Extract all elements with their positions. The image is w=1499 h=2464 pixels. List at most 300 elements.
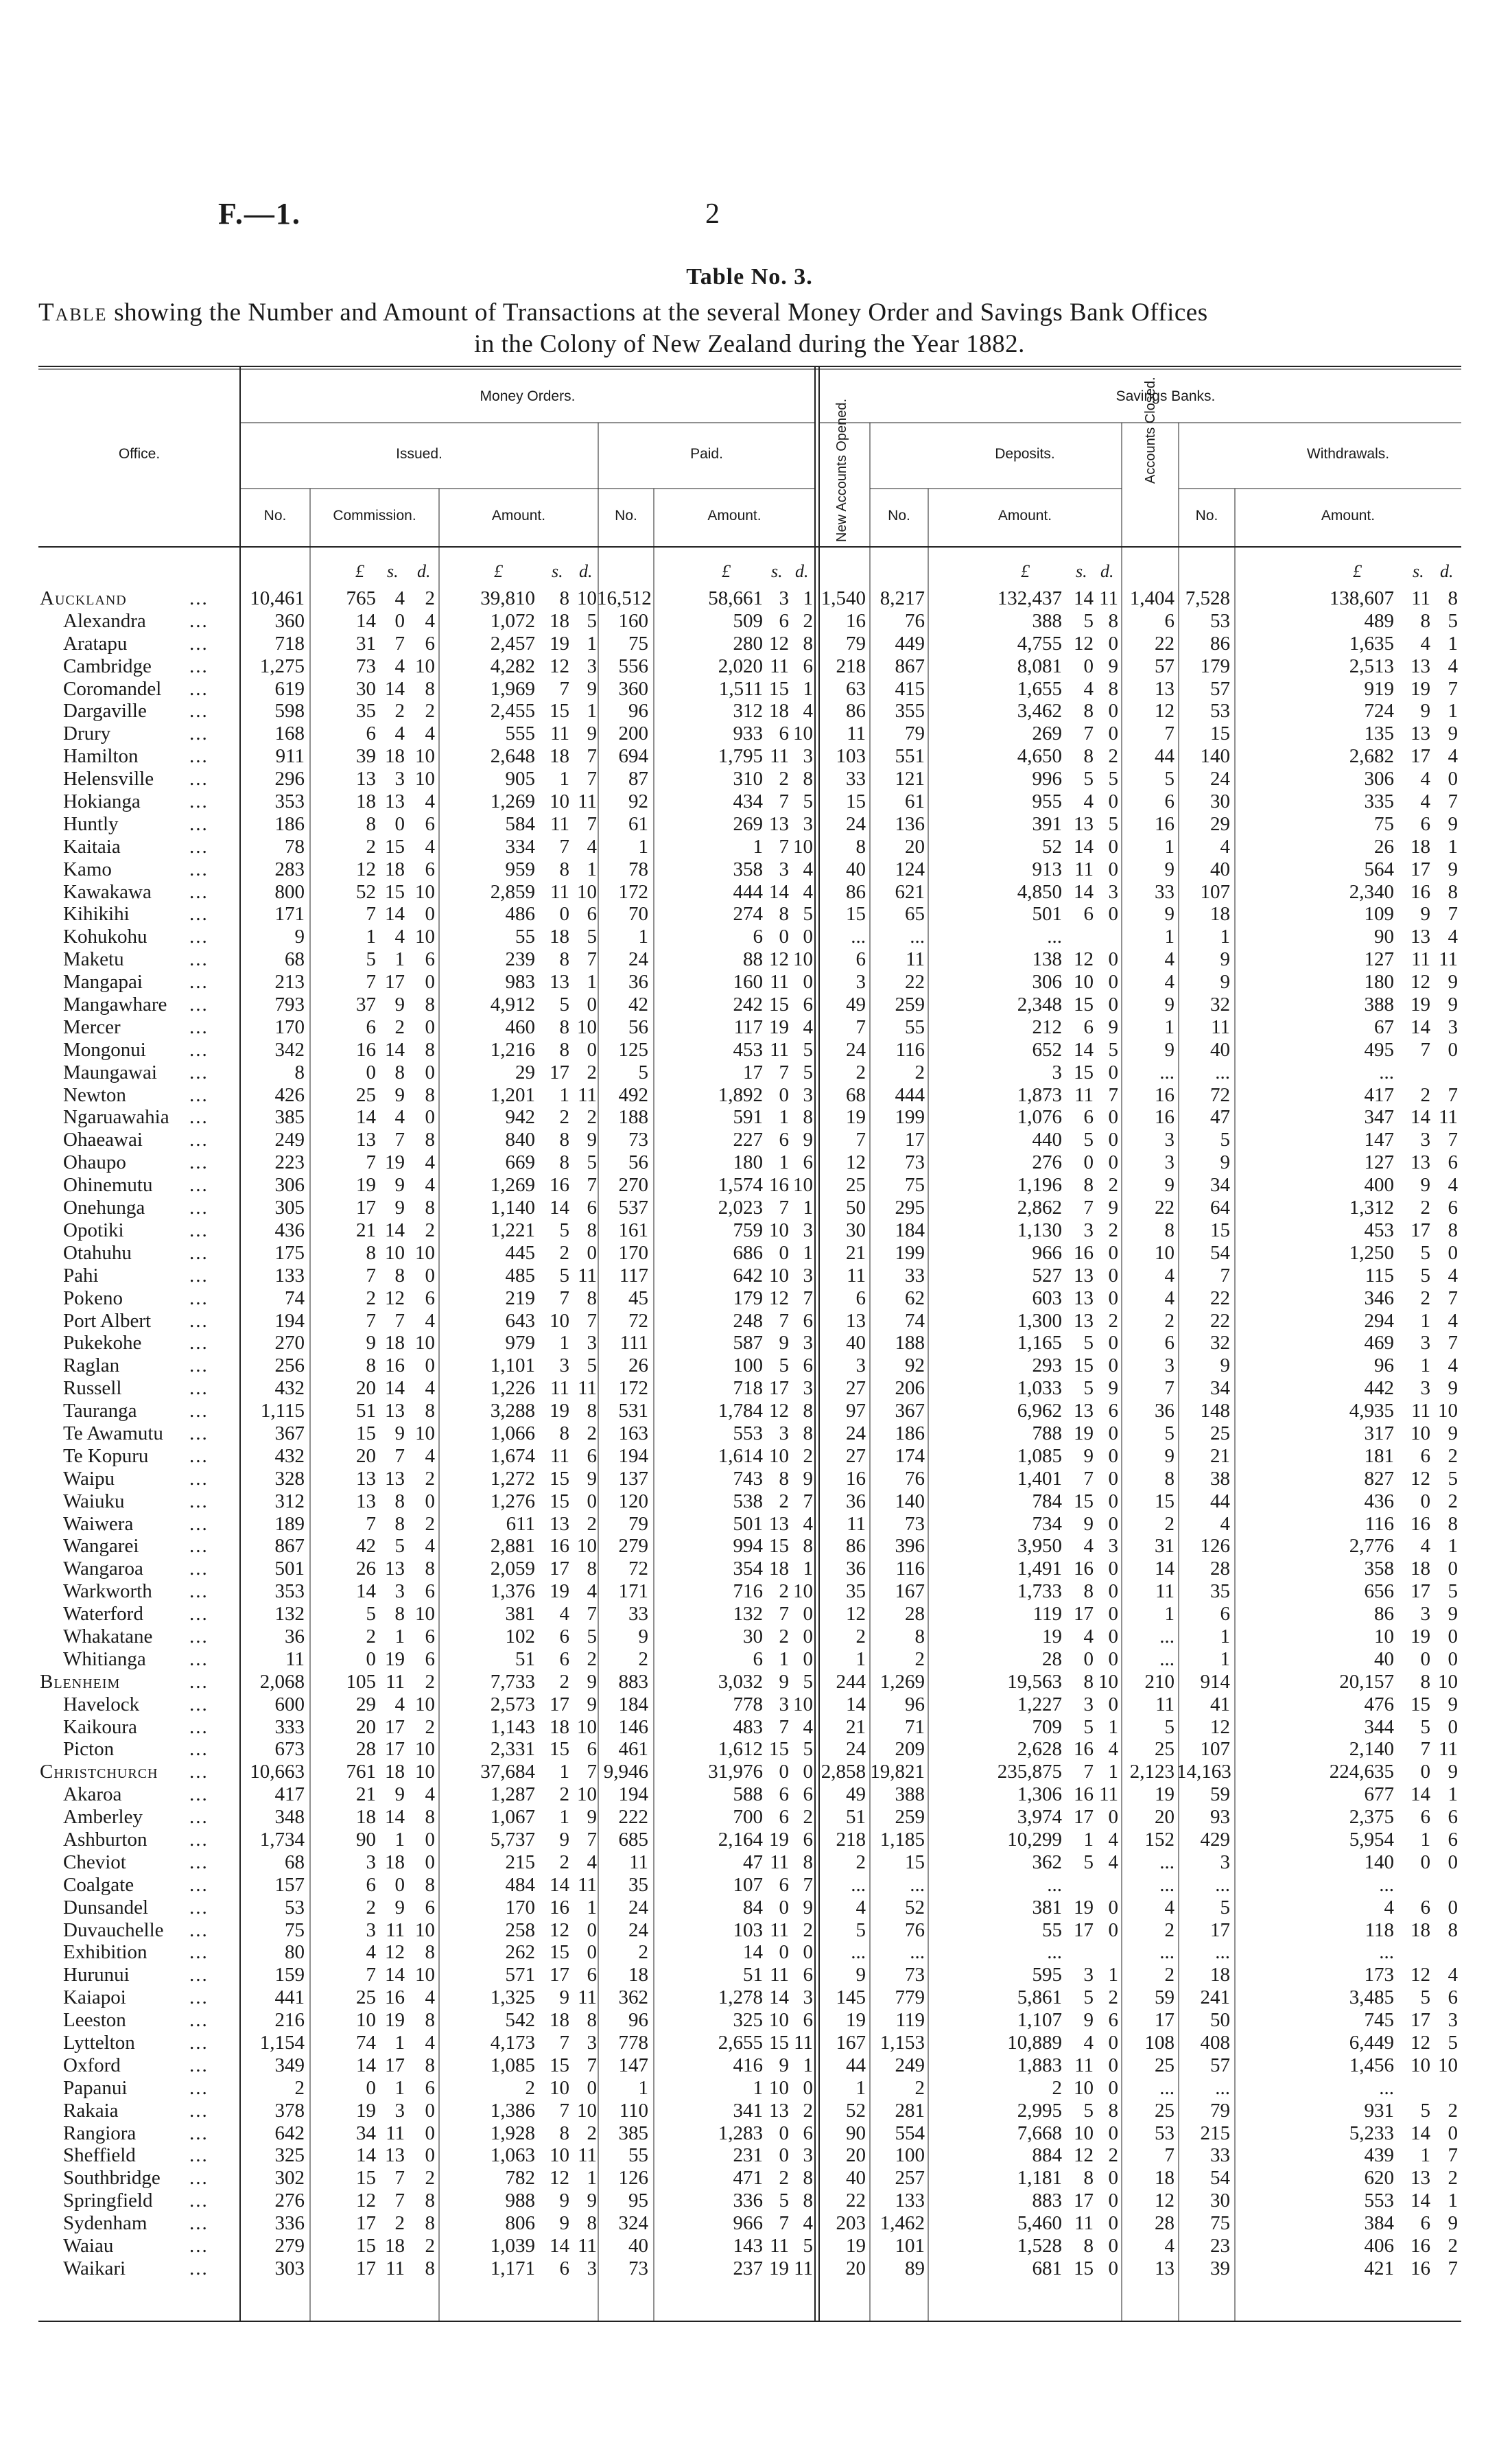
commission-shillings: 14: [385, 1806, 405, 1829]
deposits-no: 396: [895, 1535, 925, 1558]
deposits-no: 621: [895, 880, 925, 903]
withdrawals-amount-shillings: 0: [1420, 1647, 1430, 1670]
issued-amount-shillings: 17: [550, 1558, 569, 1580]
issued-amount-shillings: 9: [559, 2212, 569, 2235]
leader-dots: ...: [189, 1151, 209, 1174]
paid-amount-pence: 10: [793, 1580, 813, 1603]
deposits-amount-pounds: 709: [1032, 1715, 1062, 1738]
accounts-closed: 33: [1155, 880, 1175, 903]
withdrawals-amount-shillings: 6: [1420, 1806, 1430, 1829]
office-name: Otahuhu: [63, 1241, 132, 1264]
withdrawals-no: 107: [1200, 880, 1230, 903]
new-accounts: 21: [846, 1241, 866, 1264]
paid-no: 73: [628, 1129, 648, 1151]
commission-pounds: 4: [366, 1941, 376, 1964]
office-name: Kamo: [63, 858, 112, 880]
issued-amount-pence: 9: [587, 723, 597, 745]
withdrawals-amount-pounds: 109: [1364, 903, 1394, 926]
withdrawals-no: 29: [1210, 812, 1230, 835]
accounts-closed: 2: [1164, 1512, 1175, 1535]
paid-no: 171: [618, 1580, 648, 1603]
office-name: Mangapai: [63, 971, 143, 994]
withdrawals-amount-pence: 7: [1448, 1129, 1458, 1151]
commission-pounds: 7: [366, 1151, 376, 1174]
table-row: [0, 1219, 1499, 1242]
leader-dots: ...: [189, 812, 209, 835]
issued-amount-pence: 8: [587, 1400, 597, 1422]
withdrawals-no: 126: [1200, 1535, 1230, 1558]
withdrawals-amount-shillings: 14: [1411, 1016, 1430, 1038]
paid-amount-pounds: 280: [733, 632, 763, 655]
deposits-amount-pounds: 2,862: [1017, 1197, 1062, 1219]
deposits-no: 554: [895, 2122, 925, 2144]
commission-pounds: 74: [356, 2032, 376, 2054]
issued-amount-shillings: 7: [559, 2032, 569, 2054]
table-row: [0, 1783, 1499, 1806]
paid-amount-pounds: 1: [753, 2076, 763, 2099]
new-accounts: 12: [846, 1151, 866, 1174]
commission-pounds: 73: [356, 655, 376, 677]
deposits-no: 133: [895, 2190, 925, 2212]
paid-amount-pence: 11: [794, 2032, 813, 2054]
deposits-no: ...: [910, 1873, 925, 1896]
accounts-closed: 53: [1155, 2122, 1175, 2144]
withdrawals-no: 148: [1200, 1400, 1230, 1422]
deposits-amount-pounds: 3: [1052, 1061, 1062, 1083]
issued-amount-pence: 1: [587, 971, 597, 994]
deposits-amount-shillings: 5: [1083, 609, 1094, 632]
withdrawals-amount-shillings: 14: [1411, 1106, 1430, 1129]
withdrawals-amount-shillings: 18: [1411, 1558, 1430, 1580]
leader-dots: ...: [189, 1625, 209, 1647]
commission-shillings: 10: [385, 1241, 405, 1264]
issued-amount-pence: 3: [587, 2257, 597, 2279]
commission-pounds: 35: [356, 700, 376, 723]
issued-amount-shillings: 2: [559, 1106, 569, 1129]
withdrawals-no: 15: [1210, 1219, 1230, 1241]
commission-pence: 2: [425, 2167, 435, 2190]
issued-no: 501: [274, 1558, 305, 1580]
issued-amount-shillings: 2: [559, 1783, 569, 1806]
new-accounts: 3: [855, 971, 866, 994]
table-row: [0, 1986, 1499, 2009]
issued-no: 367: [274, 1422, 305, 1444]
new-accounts: 16: [846, 609, 866, 632]
deposits-no: 101: [895, 2235, 925, 2257]
new-accounts: 86: [846, 880, 866, 903]
withdrawals-amount-pounds: 2,513: [1349, 655, 1394, 677]
withdrawals-amount-pounds: 931: [1364, 2099, 1394, 2122]
paid-amount-shillings: 6: [779, 1806, 789, 1829]
withdrawals-amount-shillings: 7: [1420, 1738, 1430, 1761]
issued-no: 168: [274, 723, 305, 745]
paid-amount-shillings: 6: [779, 609, 789, 632]
commission-pence: 4: [425, 1151, 435, 1174]
commission-shillings: 9: [394, 1896, 405, 1919]
paid-no: 160: [618, 609, 648, 632]
commission-shillings: 4: [394, 926, 405, 948]
commission-shillings: 18: [385, 1851, 405, 1873]
issued-amount-pounds: 1,386: [490, 2099, 535, 2122]
paid-amount-pounds: 312: [733, 700, 763, 723]
leader-dots: ...: [189, 1647, 209, 1670]
issued-no: 159: [274, 1964, 305, 1986]
table-row: [0, 1106, 1499, 1129]
paid-amount-pence: 5: [803, 1038, 813, 1061]
commission-shillings: 3: [394, 2099, 405, 2122]
deposits-amount-pounds: 212: [1032, 1016, 1062, 1038]
paid-amount-pounds: 51: [743, 1964, 763, 1986]
commission-shillings: 18: [385, 1332, 405, 1354]
withdrawals-amount-shillings: 14: [1411, 1783, 1430, 1806]
commission-pence: 0: [425, 1016, 435, 1038]
issued-no: 283: [274, 858, 305, 880]
withdrawals-no: 72: [1210, 1083, 1230, 1106]
deposits-no: 73: [905, 1512, 925, 1535]
issued-amount-pence: 8: [587, 2009, 597, 2032]
paid-amount-pence: 0: [803, 971, 813, 994]
commission-pounds: 5: [366, 948, 376, 971]
commission-pence: 4: [425, 1986, 435, 2009]
commission-pence: 0: [425, 2099, 435, 2122]
withdrawals-amount-shillings: 1: [1420, 1354, 1430, 1377]
office-name: Maungawai: [63, 1061, 157, 1083]
table-row: [0, 1061, 1499, 1084]
withdrawals-amount-pounds: 90: [1374, 926, 1394, 948]
issued-amount-pence: 9: [587, 677, 597, 700]
deposits-amount-shillings: 9: [1083, 1512, 1094, 1535]
leader-dots: ...: [189, 1783, 209, 1806]
leader-dots: ...: [189, 2167, 209, 2190]
issued-amount-pounds: 2,455: [490, 700, 535, 723]
leader-dots: ...: [189, 1083, 209, 1106]
withdrawals-amount-pounds: 2,375: [1349, 1806, 1394, 1829]
office-name: Kaiapoi: [63, 1986, 126, 2009]
withdrawals-amount-pence: 10: [1438, 1400, 1458, 1422]
issued-amount-shillings: 12: [550, 655, 569, 677]
paid-amount-pence: 6: [803, 1151, 813, 1174]
table-row: [0, 1490, 1499, 1513]
issued-amount-pence: 10: [577, 1535, 597, 1558]
commission-shillings: 4: [394, 1693, 405, 1715]
accounts-closed: 3: [1164, 1129, 1175, 1151]
new-accounts: 145: [836, 1986, 866, 2009]
issued-amount-pounds: 1,969: [490, 677, 535, 700]
commission-shillings: 2: [394, 700, 405, 723]
withdrawals-amount-pence: 9: [1448, 1761, 1458, 1783]
accounts-closed: 2: [1164, 1919, 1175, 1941]
paid-amount-pence: 3: [803, 812, 813, 835]
paid-header: Paid.: [690, 446, 723, 462]
issued-amount-shillings: 15: [550, 2054, 569, 2076]
commission-pence: 6: [425, 2076, 435, 2099]
deposits-amount-pounds: ...: [1047, 926, 1062, 948]
deposits-no: 388: [895, 1783, 925, 1806]
withdrawals-amount-shillings: 14: [1411, 2190, 1430, 2212]
new-accounts: 21: [846, 1715, 866, 1738]
deposits-amount-pence: 10: [1098, 1670, 1118, 1693]
deposits-amount-pounds: 1,873: [1017, 1083, 1062, 1106]
office-name: Opotiki: [63, 1219, 124, 1241]
paid-no: 778: [618, 2032, 648, 2054]
paid-no: 18: [628, 1964, 648, 1986]
leader-dots: ...: [189, 1964, 209, 1986]
deposits-amount-shillings: 16: [1074, 1738, 1094, 1761]
commission-pounds: 14: [356, 1580, 376, 1603]
paid-amount-pounds: 100: [733, 1354, 763, 1377]
paid-amount-pence: 0: [803, 1941, 813, 1964]
issued-no: 10,663: [250, 1761, 305, 1783]
deposits-amount-pounds: 1,165: [1017, 1332, 1062, 1354]
paid-amount-pence: 6: [803, 1828, 813, 1851]
withdrawals-amount-pounds: 421: [1364, 2257, 1394, 2279]
paid-no: 137: [618, 1467, 648, 1490]
issued-amount-shillings: 5: [559, 994, 569, 1016]
commission-pounds: 2: [366, 1896, 376, 1919]
table-row: [0, 678, 1499, 701]
paid-amount-pounds: 471: [733, 2167, 763, 2190]
withdrawals-amount-shillings: 3: [1420, 1129, 1430, 1151]
paid-amount-pence: 8: [803, 2190, 813, 2212]
withdrawals-amount-pence: 8: [1448, 587, 1458, 609]
new-accounts: 3: [855, 1354, 866, 1377]
issued-amount-pounds: 2,331: [490, 1738, 535, 1761]
issued-amount-shillings: 11: [550, 723, 569, 745]
commission-pounds: 8: [366, 812, 376, 835]
withdrawals-amount-shillings: 1: [1420, 1309, 1430, 1332]
withdrawals-amount-shillings: 16: [1411, 1512, 1430, 1535]
issued-amount-shillings: 15: [550, 1467, 569, 1490]
commission-pounds: 21: [356, 1783, 376, 1806]
deposits-amount-pounds: 1,076: [1017, 1106, 1062, 1129]
withdrawals-amount-pence: 7: [1448, 677, 1458, 700]
withdrawals-amount-pounds: 135: [1364, 723, 1394, 745]
issued-amount-pounds: 1,171: [490, 2257, 535, 2279]
office-name: Oxford: [63, 2054, 121, 2076]
new-accounts: 49: [846, 994, 866, 1016]
paid-no: 117: [619, 1264, 648, 1287]
office-name: Waiuku: [63, 1490, 125, 1512]
commission-pounds: 761: [346, 1761, 376, 1783]
issued-amount-pounds: 258: [505, 1919, 535, 1941]
deposits-amount-shillings: 5: [1083, 2099, 1094, 2122]
table-row: [0, 1626, 1499, 1648]
withdrawals-amount-pence: 11: [1439, 948, 1458, 971]
issued-no: 328: [274, 1467, 305, 1490]
issued-no: 249: [274, 1129, 305, 1151]
deposits-amount-shillings: 7: [1083, 1761, 1094, 1783]
new-accounts: 9: [855, 1964, 866, 1986]
deposits-amount-shillings: 8: [1083, 700, 1094, 723]
table-row: [0, 858, 1499, 881]
commission-pence: 8: [425, 994, 435, 1016]
leader-dots: ...: [189, 1670, 209, 1693]
accounts-closed: 6: [1164, 790, 1175, 813]
withdrawals-amount-pounds: 127: [1364, 948, 1394, 971]
withdrawals-amount-shillings: 9: [1420, 700, 1430, 723]
deposits-amount-pence: 2: [1108, 1986, 1118, 2009]
issued-amount-shillings: 5: [559, 1219, 569, 1241]
deposits-amount-pence: 0: [1108, 2076, 1118, 2099]
paid-no: 70: [628, 903, 648, 926]
office-name: Duvauchelle: [63, 1919, 164, 1941]
deposits-amount-shillings: 10: [1074, 971, 1094, 994]
office-name: Mangawhare: [63, 994, 167, 1016]
commission-pence: 0: [425, 1490, 435, 1512]
table-row: [0, 1558, 1499, 1580]
issued-amount-pence: 2: [587, 1061, 597, 1083]
deposits-amount-pence: 8: [1108, 609, 1118, 632]
deposits-no: 76: [905, 1919, 925, 1941]
deposits-amount-shillings: 4: [1083, 2032, 1094, 2054]
deposits-no: 19,821: [870, 1761, 925, 1783]
deposits-amount-pounds: 3,462: [1017, 700, 1062, 723]
withdrawals-amount-pounds: 436: [1364, 1490, 1394, 1512]
commission-pence: 6: [425, 1625, 435, 1647]
paid-amount-shillings: 19: [769, 2257, 789, 2279]
accounts-closed: 13: [1155, 2257, 1175, 2279]
paid-amount-shillings: 10: [769, 2009, 789, 2032]
deposits-amount-pence: 0: [1108, 1287, 1118, 1309]
commission-pounds: 15: [356, 1422, 376, 1444]
commission-pounds: 25: [356, 1986, 376, 2009]
paid-no: 5: [638, 1061, 648, 1083]
new-accounts: 11: [847, 723, 866, 745]
paid-amount-pence: 7: [803, 1490, 813, 1512]
deposits-amount-shillings: 11: [1074, 1083, 1094, 1106]
paid-no: 2: [638, 1647, 648, 1670]
paid-amount-pence: 6: [803, 1354, 813, 1377]
withdrawals-amount-pounds: 2,776: [1349, 1535, 1394, 1558]
paid-amount-pence: 9: [803, 1896, 813, 1919]
paid-amount-pounds: 1,278: [718, 1986, 763, 2009]
unit-deposits-amount-pence: d.: [1100, 561, 1114, 581]
deposits-amount-pence: 0: [1108, 2167, 1118, 2190]
paid-amount-pounds: 117: [733, 1016, 763, 1038]
commission-pounds: 2: [366, 1625, 376, 1647]
commission-pence: 4: [425, 723, 435, 745]
accounts-closed: 12: [1155, 2190, 1175, 2212]
commission-shillings: 18: [385, 1761, 405, 1783]
issued-amount-shillings: 7: [559, 1287, 569, 1309]
issued-amount-shillings: 13: [550, 1512, 569, 1535]
table-row: [0, 1603, 1499, 1626]
new-accounts: 24: [846, 1738, 866, 1761]
withdrawals-amount-pence: 6: [1448, 1197, 1458, 1219]
deposits-no: 2: [914, 1647, 925, 1670]
issued-amount-pounds: 840: [505, 1129, 535, 1151]
paid-no: 1: [638, 926, 648, 948]
deposits-amount-pence: 0: [1108, 835, 1118, 858]
paid-no: 270: [618, 1174, 648, 1197]
deposits-amount-pounds: 10,889: [1007, 2032, 1062, 2054]
withdrawals-amount-shillings: 19: [1411, 994, 1430, 1016]
issued-amount-pence: 7: [587, 1603, 597, 1626]
withdrawals-amount-pence: 4: [1448, 1309, 1458, 1332]
withdrawals-amount-shillings: 17: [1411, 1580, 1430, 1603]
accounts-closed: 36: [1155, 1400, 1175, 1422]
new-accounts: 1: [855, 2076, 866, 2099]
issued-amount-pounds: 1,085: [490, 2054, 535, 2076]
withdrawals-no: ...: [1215, 2076, 1230, 2099]
paid-amount-shillings: 3: [779, 1422, 789, 1444]
withdrawals-amount-pence: 0: [1448, 1896, 1458, 1919]
paid-amount-pence: 2: [803, 609, 813, 632]
office-name: Te Kopuru: [63, 1444, 149, 1467]
issued-amount-shillings: 17: [550, 1964, 569, 1986]
deposits-amount-pounds: 4,755: [1017, 632, 1062, 655]
paid-no: 362: [618, 1986, 648, 2009]
paid-amount-shillings: 7: [779, 1715, 789, 1738]
deposits-amount-shillings: 11: [1074, 2212, 1094, 2235]
paid-no: 279: [618, 1535, 648, 1558]
paid-no: 24: [628, 1896, 648, 1919]
issued-no: 11: [285, 1647, 305, 1670]
withdrawals-no-header: No.: [1195, 508, 1218, 524]
issued-amount-shillings: 14: [550, 2235, 569, 2257]
leader-dots: ...: [189, 2099, 209, 2122]
commission-shillings: 18: [385, 858, 405, 880]
commission-pounds: 16: [356, 1038, 376, 1061]
paid-amount-shillings: 3: [779, 587, 789, 609]
commission-shillings: 0: [394, 1873, 405, 1896]
paid-no: 685: [618, 1828, 648, 1851]
withdrawals-amount-pounds: 4: [1384, 1896, 1394, 1919]
paid-amount-shillings: 7: [779, 1603, 789, 1626]
table-row: [0, 768, 1499, 790]
withdrawals-amount-pounds: 5,954: [1349, 1828, 1394, 1851]
paid-amount-shillings: 9: [779, 1670, 789, 1693]
deposits-no: 281: [895, 2099, 925, 2122]
paid-amount-shillings: 9: [779, 1332, 789, 1354]
issued-no: 793: [274, 994, 305, 1016]
new-accounts: 203: [836, 2212, 866, 2235]
deposits-no: 116: [895, 1558, 925, 1580]
table-row: [0, 723, 1499, 745]
withdrawals-amount-pounds: 384: [1364, 2212, 1394, 2235]
accounts-closed: 3: [1164, 1354, 1175, 1377]
commission-pounds: 28: [356, 1738, 376, 1761]
paid-no: 79: [628, 1512, 648, 1535]
office-name: Dunsandel: [63, 1896, 149, 1919]
paid-amount-pounds: 1,795: [718, 745, 763, 768]
leader-dots: ...: [189, 790, 209, 813]
withdrawals-amount-pence: 3: [1448, 1016, 1458, 1038]
deposits-amount-pence: 0: [1108, 1490, 1118, 1512]
paid-amount-pence: 1: [803, 1241, 813, 1264]
paid-amount-shillings: 2: [779, 1580, 789, 1603]
paid-no: 1: [638, 2076, 648, 2099]
table-row: [0, 836, 1499, 858]
commission-pounds: 51: [356, 1400, 376, 1422]
issued-amount-shillings: 9: [559, 1828, 569, 1851]
paid-no: 194: [618, 1444, 648, 1467]
commission-pounds: 18: [356, 1806, 376, 1829]
leader-dots: ...: [189, 903, 209, 926]
deposits-amount-shillings: 7: [1083, 723, 1094, 745]
issued-no: 1,154: [259, 2032, 305, 2054]
issued-amount-pounds: 51: [515, 1647, 535, 1670]
paid-no: 26: [628, 1354, 648, 1377]
withdrawals-amount-pence: 0: [1448, 768, 1458, 790]
issued-amount-shillings: 10: [550, 2144, 569, 2167]
withdrawals-no: 408: [1200, 2032, 1230, 2054]
leader-dots: ...: [189, 1490, 209, 1512]
deposits-amount-pence: 0: [1108, 1332, 1118, 1354]
withdrawals-amount-shillings: 18: [1411, 835, 1430, 858]
commission-pounds: 13: [356, 1467, 376, 1490]
issued-amount-pence: 0: [587, 2076, 597, 2099]
